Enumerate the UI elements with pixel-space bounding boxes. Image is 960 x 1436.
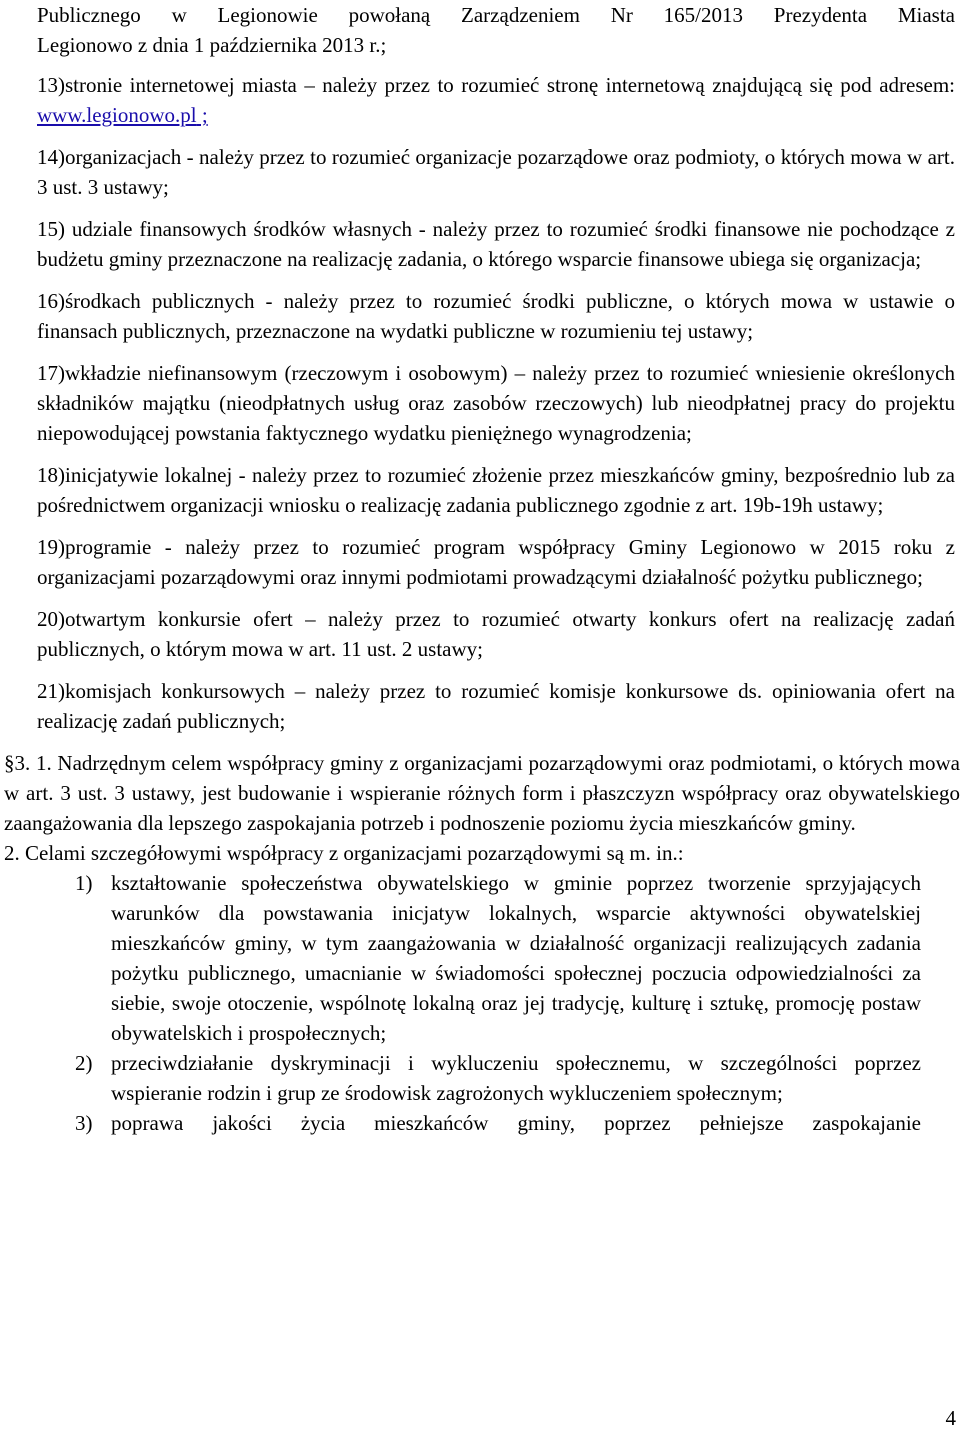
- item-number: 13): [37, 73, 65, 97]
- definition-item-15: [37, 214, 955, 274]
- section-3-paragraph-1: §3. 1. Nadrzędnym celem współpracy gminy z organizacjami pozarządowymi oraz podmiotami, o których mowa w art. 3 ust. 3 ustawy, jest budowanie i wspieranie różnych form i płaszczyzn współpracy oraz obywatelskiego zaangażowania dla lepszego zaspokajania potrzeb i podnoszenie poziomu życia mieszkańców gminy.: [4, 751, 960, 835]
- item-number: 21): [37, 679, 65, 703]
- definition-text: komisjach konkursowych – należy przez to rozumieć komisje konkursowe ds. opiniowania ofert na realizację zadań publicznych;: [37, 679, 955, 733]
- definition-text: wkładzie niefinansowym (rzeczowym i osobowym) – należy przez to rozumieć wniesienie określonych składników majątku (nieodpłatnych usług oraz zasobów rzeczowych) lub nieodpłatnej pracy do projektu niepowodującej powstania faktycznego wydatku pieniężnego wynagrodzenia;: [37, 361, 955, 445]
- goal-number: 3): [75, 1111, 93, 1135]
- page-number: 4: [945, 1406, 956, 1430]
- goal-text: przeciwdziałanie dyskryminacji i wykluczeniu społecznemu, w szczególności poprzez wspieranie rodzin i grup ze środowisk zagrożonych wykluczeniem społecznym;: [111, 1051, 921, 1105]
- item-number: 14): [37, 145, 65, 169]
- specific-goals-list: [75, 868, 921, 1138]
- item-number: 18): [37, 463, 65, 487]
- definition-text: stronie internetowej miasta – należy przez to rozumieć stronę internetową znajdującą się pod adresem:: [65, 73, 955, 97]
- website-link[interactable]: www.legionowo.pl: [37, 103, 197, 127]
- goal-item-2: [75, 1048, 921, 1108]
- intro-line-2: Legionowo z dnia 1 października 2013 r.;: [37, 33, 387, 57]
- item-number: 20): [37, 607, 65, 631]
- definition-text: programie - należy przez to rozumieć program współpracy Gminy Legionowo w 2015 roku z organizacjami pozarządowymi oraz innymi podmiotami prowadzącymi działalność pożytku publicznego;: [37, 535, 955, 589]
- definition-text: udziale finansowych środków własnych - należy przez to rozumieć środki finansowe nie pochodzące z budżetu gminy przeznaczone na realizację zadania, o którego wsparcie finansowe ubiega się organizacja;: [37, 217, 955, 271]
- definition-text: środkach publicznych - należy przez to rozumieć środki publiczne, o których mowa w ustawie o finansach publicznych, przeznaczone na wydatki publiczne w rozumieniu tej ustawy;: [37, 289, 955, 343]
- link-tail: ;: [196, 103, 208, 127]
- document-body: [4, 0, 960, 1135]
- definition-item-18: [37, 460, 955, 520]
- definition-item-13: [37, 70, 955, 130]
- intro-line-1: Publicznego w Legionowie powołaną Zarządzeniem Nr 165/2013 Prezydenta Miasta: [37, 3, 955, 27]
- definition-text: inicjatywie lokalnej - należy przez to rozumieć złożenie przez mieszkańców gminy, bezpośrednio lub za pośrednictwem organizacji wniosku o realizację zadania publicznego zgodnie z art. 19b-19h ustawy;: [37, 463, 955, 517]
- goal-item-1: [75, 868, 921, 1048]
- definition-item-19: [37, 532, 955, 592]
- goal-number: 1): [75, 871, 93, 895]
- goal-item-3: [75, 1108, 921, 1138]
- definition-item-21: [37, 676, 955, 736]
- goal-text: poprawa jakości życia mieszkańców gminy, poprzez pełniejsze zaspokajanie: [111, 1111, 921, 1135]
- section-3-paragraph-2: 2. Celami szczegółowymi współpracy z organizacjami pozarządowymi są m. in.:: [4, 841, 684, 865]
- item-number: 17): [37, 361, 65, 385]
- definition-text: organizacjach - należy przez to rozumieć organizacje pozarządowe oraz podmioty, o których mowa w art. 3 ust. 3 ustawy;: [37, 145, 955, 199]
- section-3: [4, 748, 960, 868]
- definition-item-20: [37, 604, 955, 664]
- item-number: 15): [37, 217, 65, 241]
- definition-item-16: [37, 286, 955, 346]
- goal-text: kształtowanie społeczeństwa obywatelskiego w gminie poprzez tworzenie sprzyjających warunków dla powstawania inicjatyw lokalnych, wsparcie aktywności obywatelskiej mieszkańców gminy, w tym zaangażowania w działalność organizacji realizujących zadania pożytku publicznego, umacnianie w świadomości społecznej poczucia odpowiedzialności za siebie, swoje otoczenie, wspólnotę lokalną oraz jej tradycję, kulturę i sztukę, promocję postaw obywatelskich i prospołecznych;: [111, 871, 921, 1045]
- definition-item-17: [37, 358, 955, 448]
- definitions-list: [37, 0, 955, 736]
- definition-text: otwartym konkursie ofert – należy przez to rozumieć otwarty konkurs ofert na realizację zadań publicznych, o którym mowa w art. 11 ust. 2 ustawy;: [37, 607, 955, 661]
- item-number: 19): [37, 535, 65, 559]
- item-number: 16): [37, 289, 65, 313]
- goal-number: 2): [75, 1051, 93, 1075]
- definition-item-14: [37, 142, 955, 202]
- intro-continuation: [37, 0, 955, 60]
